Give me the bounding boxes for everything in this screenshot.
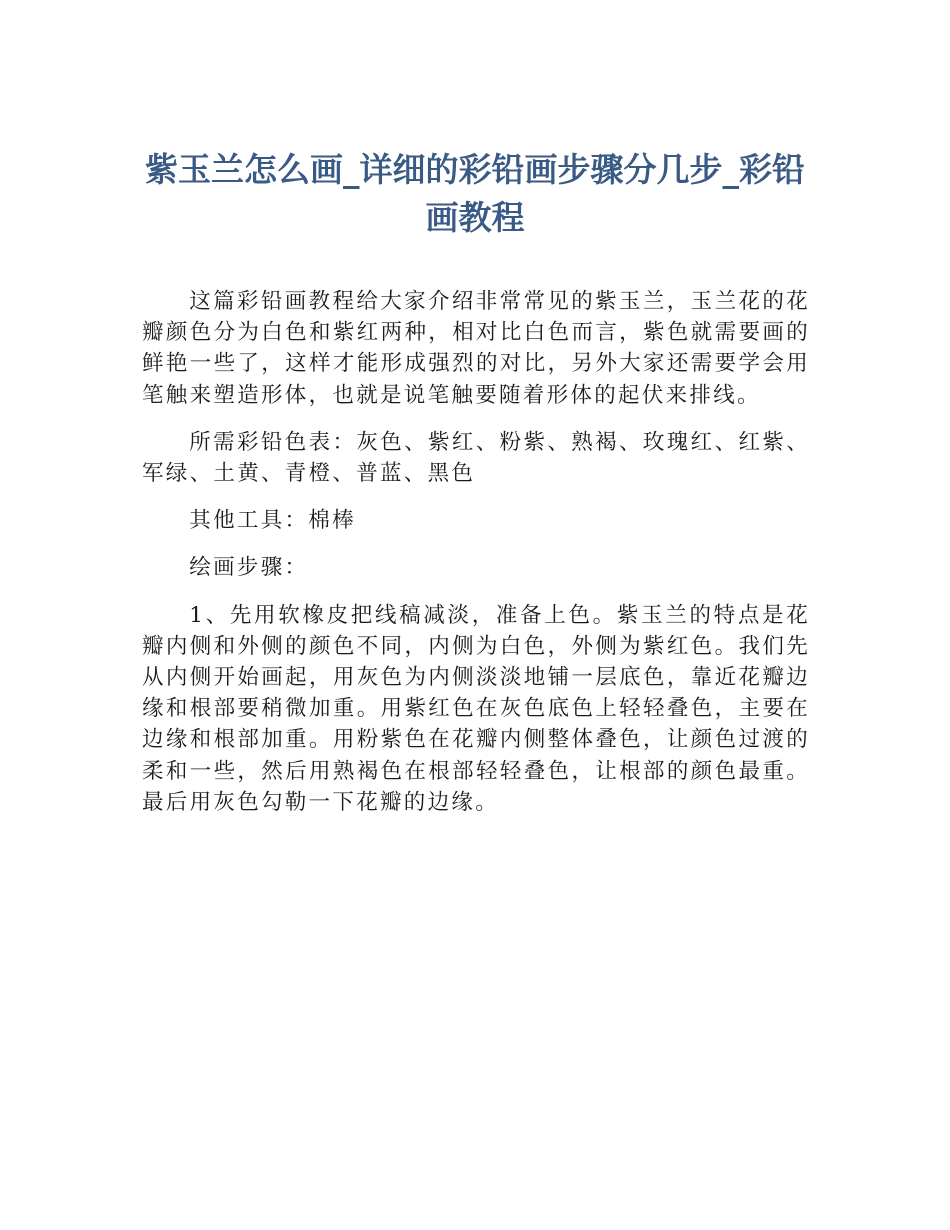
steps-heading: 绘画步骤： xyxy=(189,555,309,581)
step-1-paragraph: 1、先用软橡皮把线稿减淡，准备上色。紫玉兰的特点是花瓣内侧和外侧的颜色不同，内侧为白色，外侧为紫红色。我们先从内侧开始画起，用灰色为内侧淡淡地铺一层底色，靠近花瓣边缘和根部要稍微加重。用紫红色在灰色底色上轻轻叠色，主要在边缘和根部加重。用粉紫色在花瓣内侧整体叠色，让颜色过渡的柔和一些，然后用熟褐色在根部轻轻叠色，让根部的颜色最重。最后用灰色勾勒一下花瓣的边缘。 xyxy=(142,602,810,815)
tools-paragraph: 其他工具：棉棒 xyxy=(189,508,356,534)
intro-paragraph: 这篇彩铅画教程给大家介绍非常常见的紫玉兰，玉兰花的花瓣颜色分为白色和紫红两种，相对比白色而言，紫色就需要画的鲜艳一些了，这样才能形成强烈的对比，另外大家还需要学会用笔触来塑造形体，也就是说笔触要随着形体的起伏来排线。 xyxy=(142,289,810,408)
color-list-paragraph: 所需彩铅色表：灰色、紫红、粉紫、熟褐、玫瑰红、红紫、军绿、土黄、青橙、普蓝、黑色 xyxy=(142,429,810,487)
page-title: 紫玉兰怎么画_详细的彩铅画步骤分几步_彩铅画教程 xyxy=(145,150,805,237)
article-body xyxy=(142,286,810,834)
